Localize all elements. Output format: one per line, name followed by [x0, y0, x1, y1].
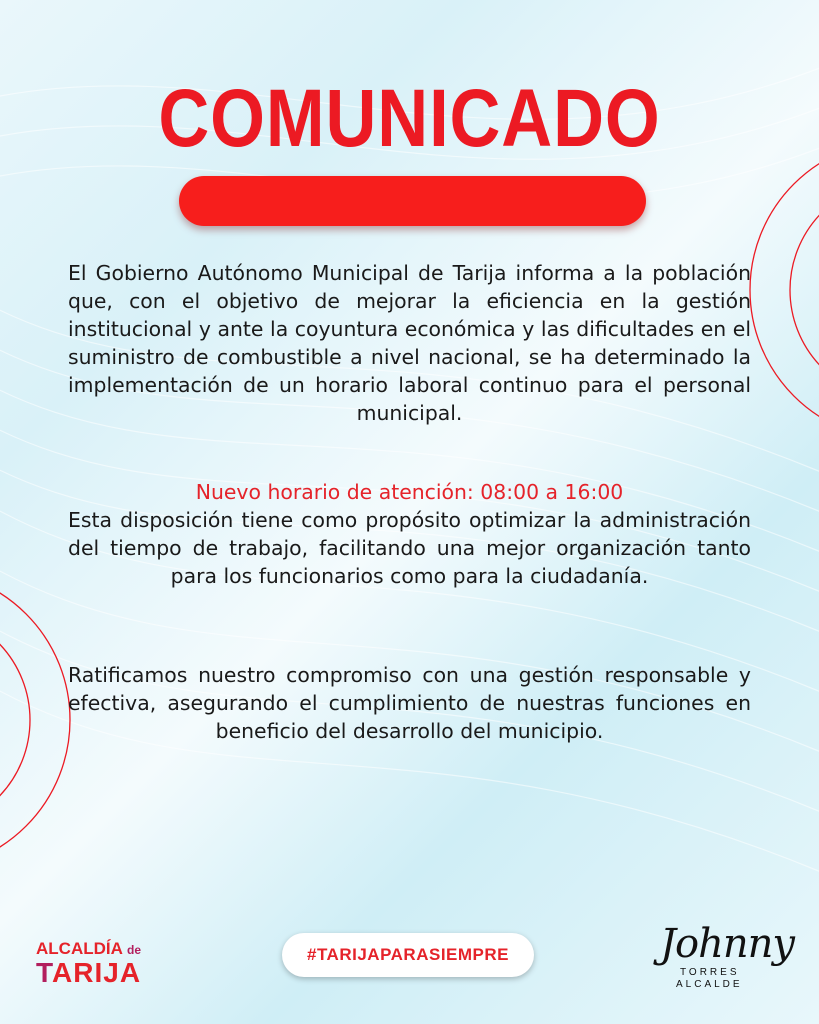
- paragraph-commitment: Ratificamos nuestro compromiso con una gestión responsable y efectiva, asegurando el cumplimiento de nuestras funciones en beneficio del desarrollo del municipio.: [68, 663, 751, 743]
- concentric-red-circles-right: [750, 140, 819, 440]
- paragraph-schedule: [68, 478, 751, 590]
- alcaldia-tarija-logo: [36, 940, 166, 996]
- paragraph-purpose: Esta disposición tiene como propósito optimizar la administración del tiempo de trabajo, facilitando una mejor organización tanto para los funcionarios como para la ciudadanía.: [68, 508, 751, 588]
- signature-surname: TORRES: [680, 967, 740, 978]
- mayor-signature: [652, 915, 794, 997]
- logo-arija: ARIJA: [52, 957, 142, 988]
- logo-de: de: [126, 943, 141, 957]
- page-title: COMUNICADO: [158, 73, 661, 164]
- logo-line2: [36, 959, 166, 987]
- concentric-red-circles-left: [0, 570, 70, 870]
- schedule-highlight: Nuevo horario de atención: 08:00 a 16:00: [195, 480, 624, 504]
- logo-t-letter: T: [36, 957, 53, 988]
- hashtag-badge: #TARIJAPARASIEMPRE: [282, 933, 534, 977]
- logo-alcaldia: ALCALDÍA: [36, 939, 123, 958]
- title-underline-bar: [179, 176, 646, 226]
- signature-script: Johnny: [660, 921, 794, 967]
- signature-role: ALCALDE: [676, 979, 743, 990]
- paragraph-intro: El Gobierno Autónomo Municipal de Tarija informa a la población que, con el objetivo de mejorar la eficiencia en la gestión institucional y ante la coyuntura económica y las dificultades en el suministro de combustible a nivel nacional, se ha determinado la implementación de un horario laboral continuo para el personal municipal.: [68, 261, 751, 425]
